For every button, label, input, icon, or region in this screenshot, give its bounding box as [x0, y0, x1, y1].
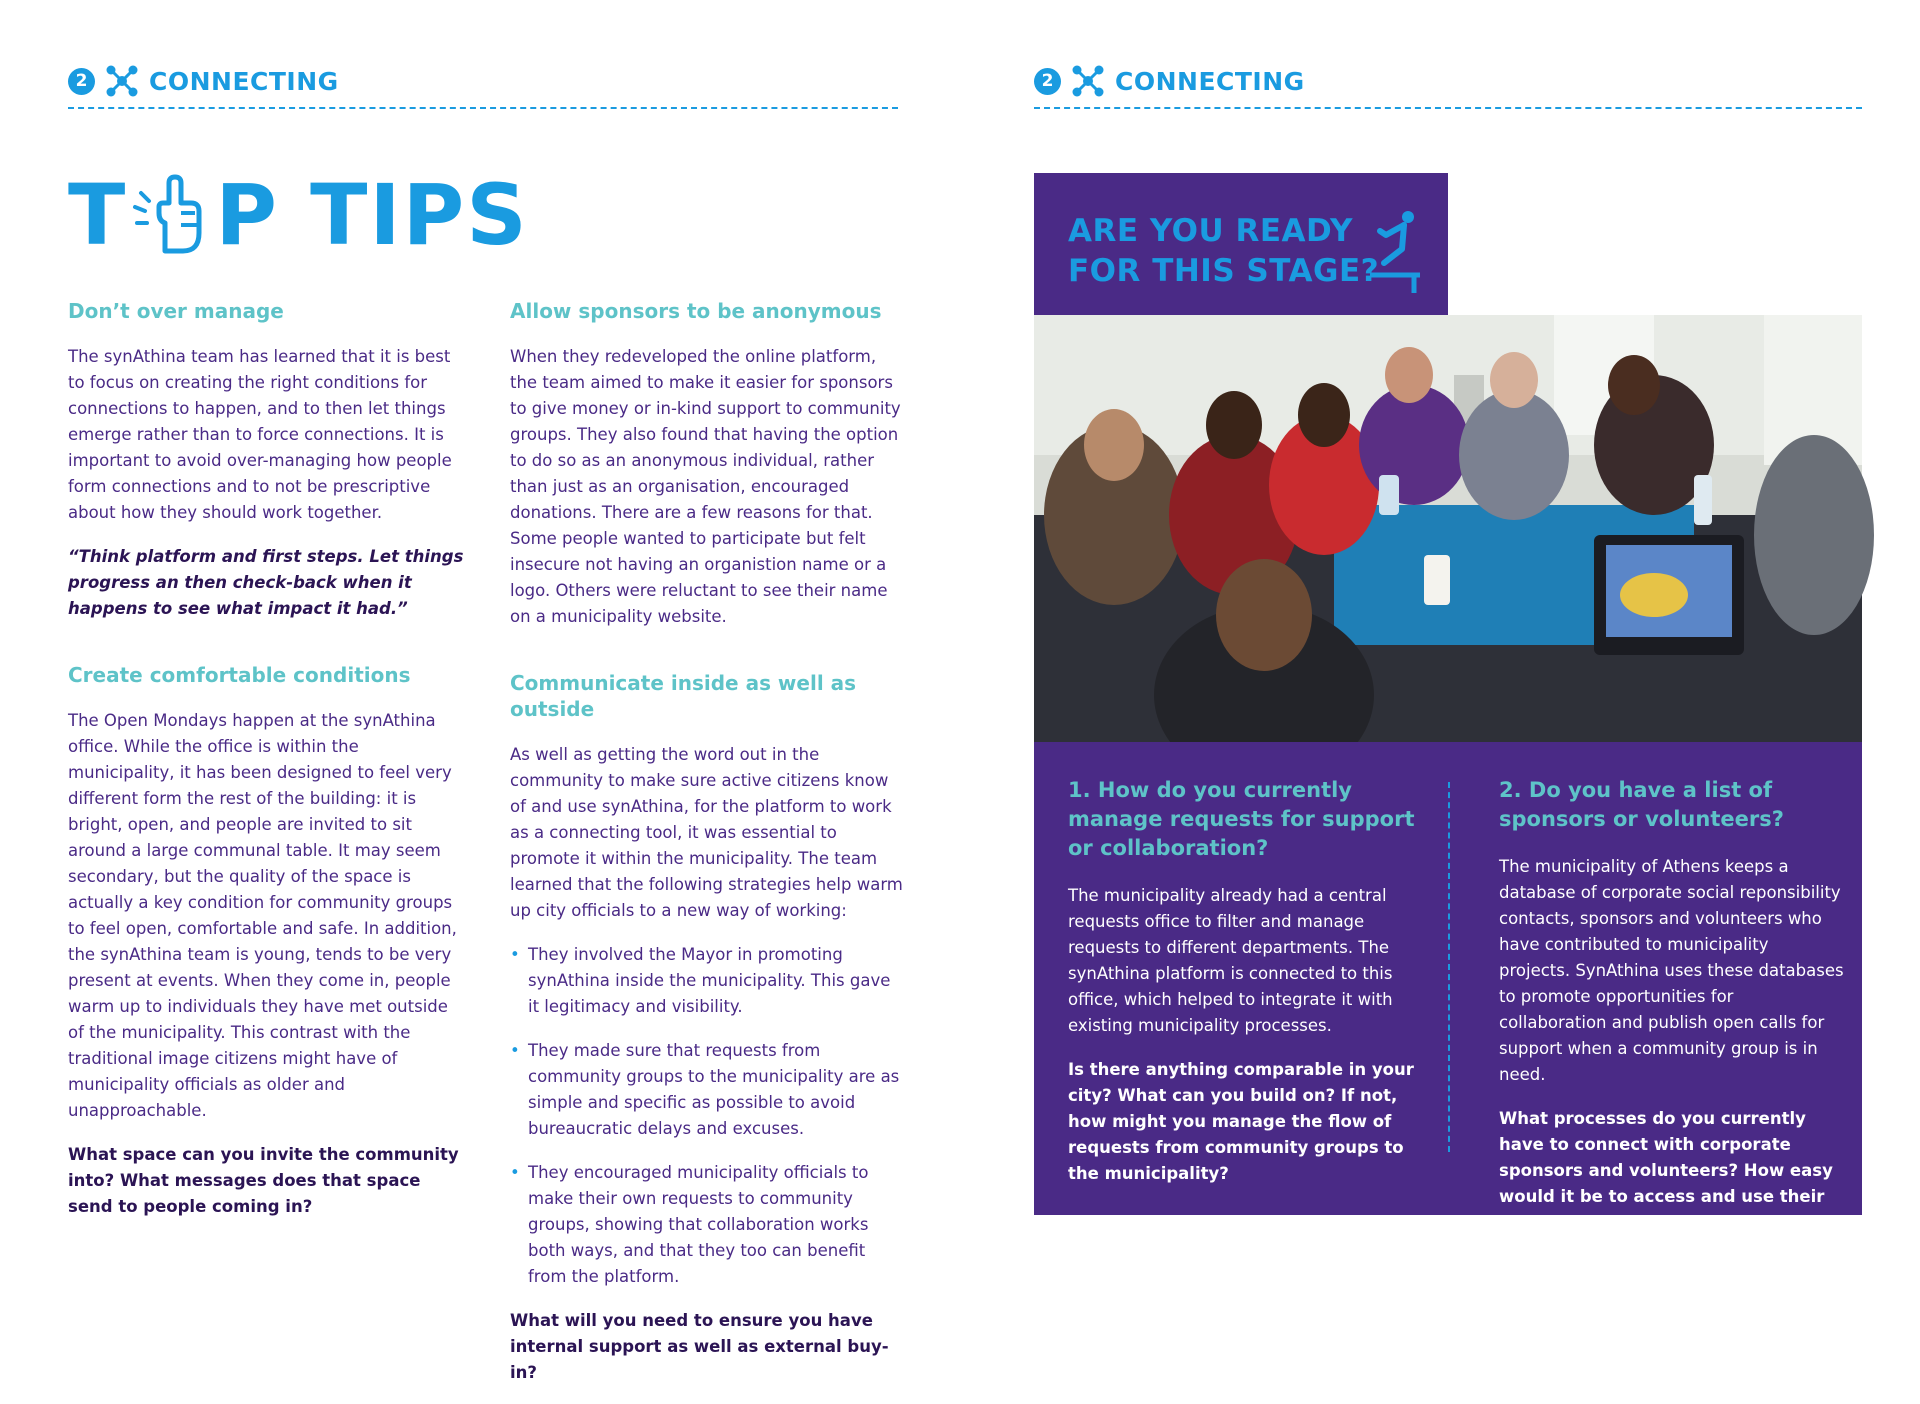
section-title: CONNECTING [1115, 66, 1305, 96]
questions-divider [1448, 782, 1450, 1152]
section-number-badge: 2 [68, 68, 95, 95]
paragraph-dont-over-manage: The synAthina team has learned that it is best to focus on creating the right conditions for connections to happen, and to then let things emerge rather than to force connections. It is important to avoid over-managing how people form connections and to not be prescriptive about how they should work together. [68, 347, 452, 522]
ready-title-line2: FOR THIS STAGE? [1068, 253, 1380, 289]
question-prompt-sponsors: What processes do you currently have to connect with corporate sponsors and volunteers? How easy would it be to access and use their details? [1499, 1109, 1833, 1232]
reflection-question-space: What space can you invite the community into? What messages does that space send to people coming in? [68, 1145, 459, 1216]
paragraph-anonymous-sponsors: When they redeveloped the online platform, the team aimed to make it easier for sponsors to give money or in-kind support to community groups. They also found that having the option to do so as an anonymous individual, rather than just as an organisation, encouraged donations. There are a few reasons for that. Some people wanted to participate but felt insecure not having an organistion name or a logo. Others were reluctant to see their name on a municipality website. [510, 347, 901, 626]
reflection-question-buy-in: What will you need to ensure you have internal support as well as external buy-in? [510, 1311, 889, 1382]
pull-quote: “Think platform and first steps. Let things progress an then check-back when it happens to see what impact it had.” [68, 547, 464, 618]
paragraph-comfortable-conditions: The Open Mondays happen at the synAthina office. While the office is within the municipality, it has been designed to feel very different form the rest of the building: it is bright, open, and people are invited to sit around a large communal table. It may seem secondary, but the quality of the space is actually a key condition for community groups to feel open, comfortable and safe. In addition, the synAthina team is young, tends to be very present at events. When they come in, people warm up to individuals they have met outside of the municipality. This contrast with the traditional image citizens might have of municipality officials as older and unapproachable. [68, 711, 457, 1120]
strategies-list [510, 942, 905, 1290]
ready-title [1068, 211, 1379, 291]
diver-icon [1364, 209, 1424, 293]
question-body-sponsors: The municipality of Athens keeps a database of corporate social reponsibility contacts, sponsors and volunteers who have contributed to municipality projects. SynAthina uses these databases to promote opportunities for collaboration and publish open calls for support when a community group is in need. [1499, 857, 1844, 1084]
ready-title-line1: ARE YOU READY [1068, 213, 1353, 249]
heading-communicate-inside: Communicate inside as well as outside [510, 671, 857, 721]
question-card-sponsors [1499, 776, 1844, 1254]
list-item: • They made sure that requests from community groups to the municipality are as simple and specific as possible to avoid bureaucratic delays and excuses. [510, 1038, 905, 1142]
column-left [68, 298, 468, 1238]
meeting-photo-illustration [1034, 315, 1862, 742]
paragraph-communicate-inside: As well as getting the word out in the community to make sure active citizens know of and use synAthina, for the platform to work as a connecting tool, it was essential to promote it within the municipality. The team learned that the following strategies help warm up city officials to a new way of working: [510, 745, 903, 920]
question-prompt-requests: Is there anything comparable in your city? What can you build on? If not, how might you manage the flow of requests from community groups to the municipality? [1068, 1060, 1414, 1183]
network-icon [105, 64, 139, 98]
question-title-sponsors: 2. Do you have a list of sponsors or volunteers? [1499, 778, 1784, 831]
network-icon [1071, 64, 1105, 98]
top-tips-first-letter: T [68, 166, 128, 264]
question-card-requests [1068, 776, 1418, 1205]
ready-callout [1034, 173, 1448, 323]
section-title: CONNECTING [149, 66, 339, 96]
header-divider-right [1034, 107, 1862, 109]
heading-comfortable-conditions: Create comfortable conditions [68, 663, 411, 687]
question-title-requests: 1. How do you currently manage requests for support or collaboration? [1068, 778, 1415, 860]
questions-panel [1034, 742, 1862, 1232]
top-tips-heading [68, 166, 529, 264]
pointing-hand-icon [129, 173, 213, 257]
section-header-right [1034, 66, 1305, 96]
header-divider-left [68, 107, 898, 109]
top-tips-rest: P TIPS [215, 166, 529, 264]
heading-dont-over-manage: Don’t over manage [68, 299, 284, 323]
question-body-requests: The municipality already had a central requests office to filter and manage requests to different departments. The synAthina platform is connected to this office, which helped to integrate it with existing municipality processes. [1068, 886, 1393, 1035]
section-header-left [68, 66, 339, 96]
heading-anonymous-sponsors: Allow sponsors to be anonymous [510, 299, 882, 323]
meeting-photo [1034, 315, 1862, 742]
list-item: • They involved the Mayor in promoting synAthina inside the municipality. This gave it legitimacy and visibility. [510, 942, 905, 1020]
section-number-badge: 2 [1034, 68, 1061, 95]
list-item: • They encouraged municipality officials to make their own requests to community groups, showing that collaboration works both ways, and that they too can benefit from the platform. [510, 1160, 905, 1290]
column-middle [510, 298, 905, 1404]
